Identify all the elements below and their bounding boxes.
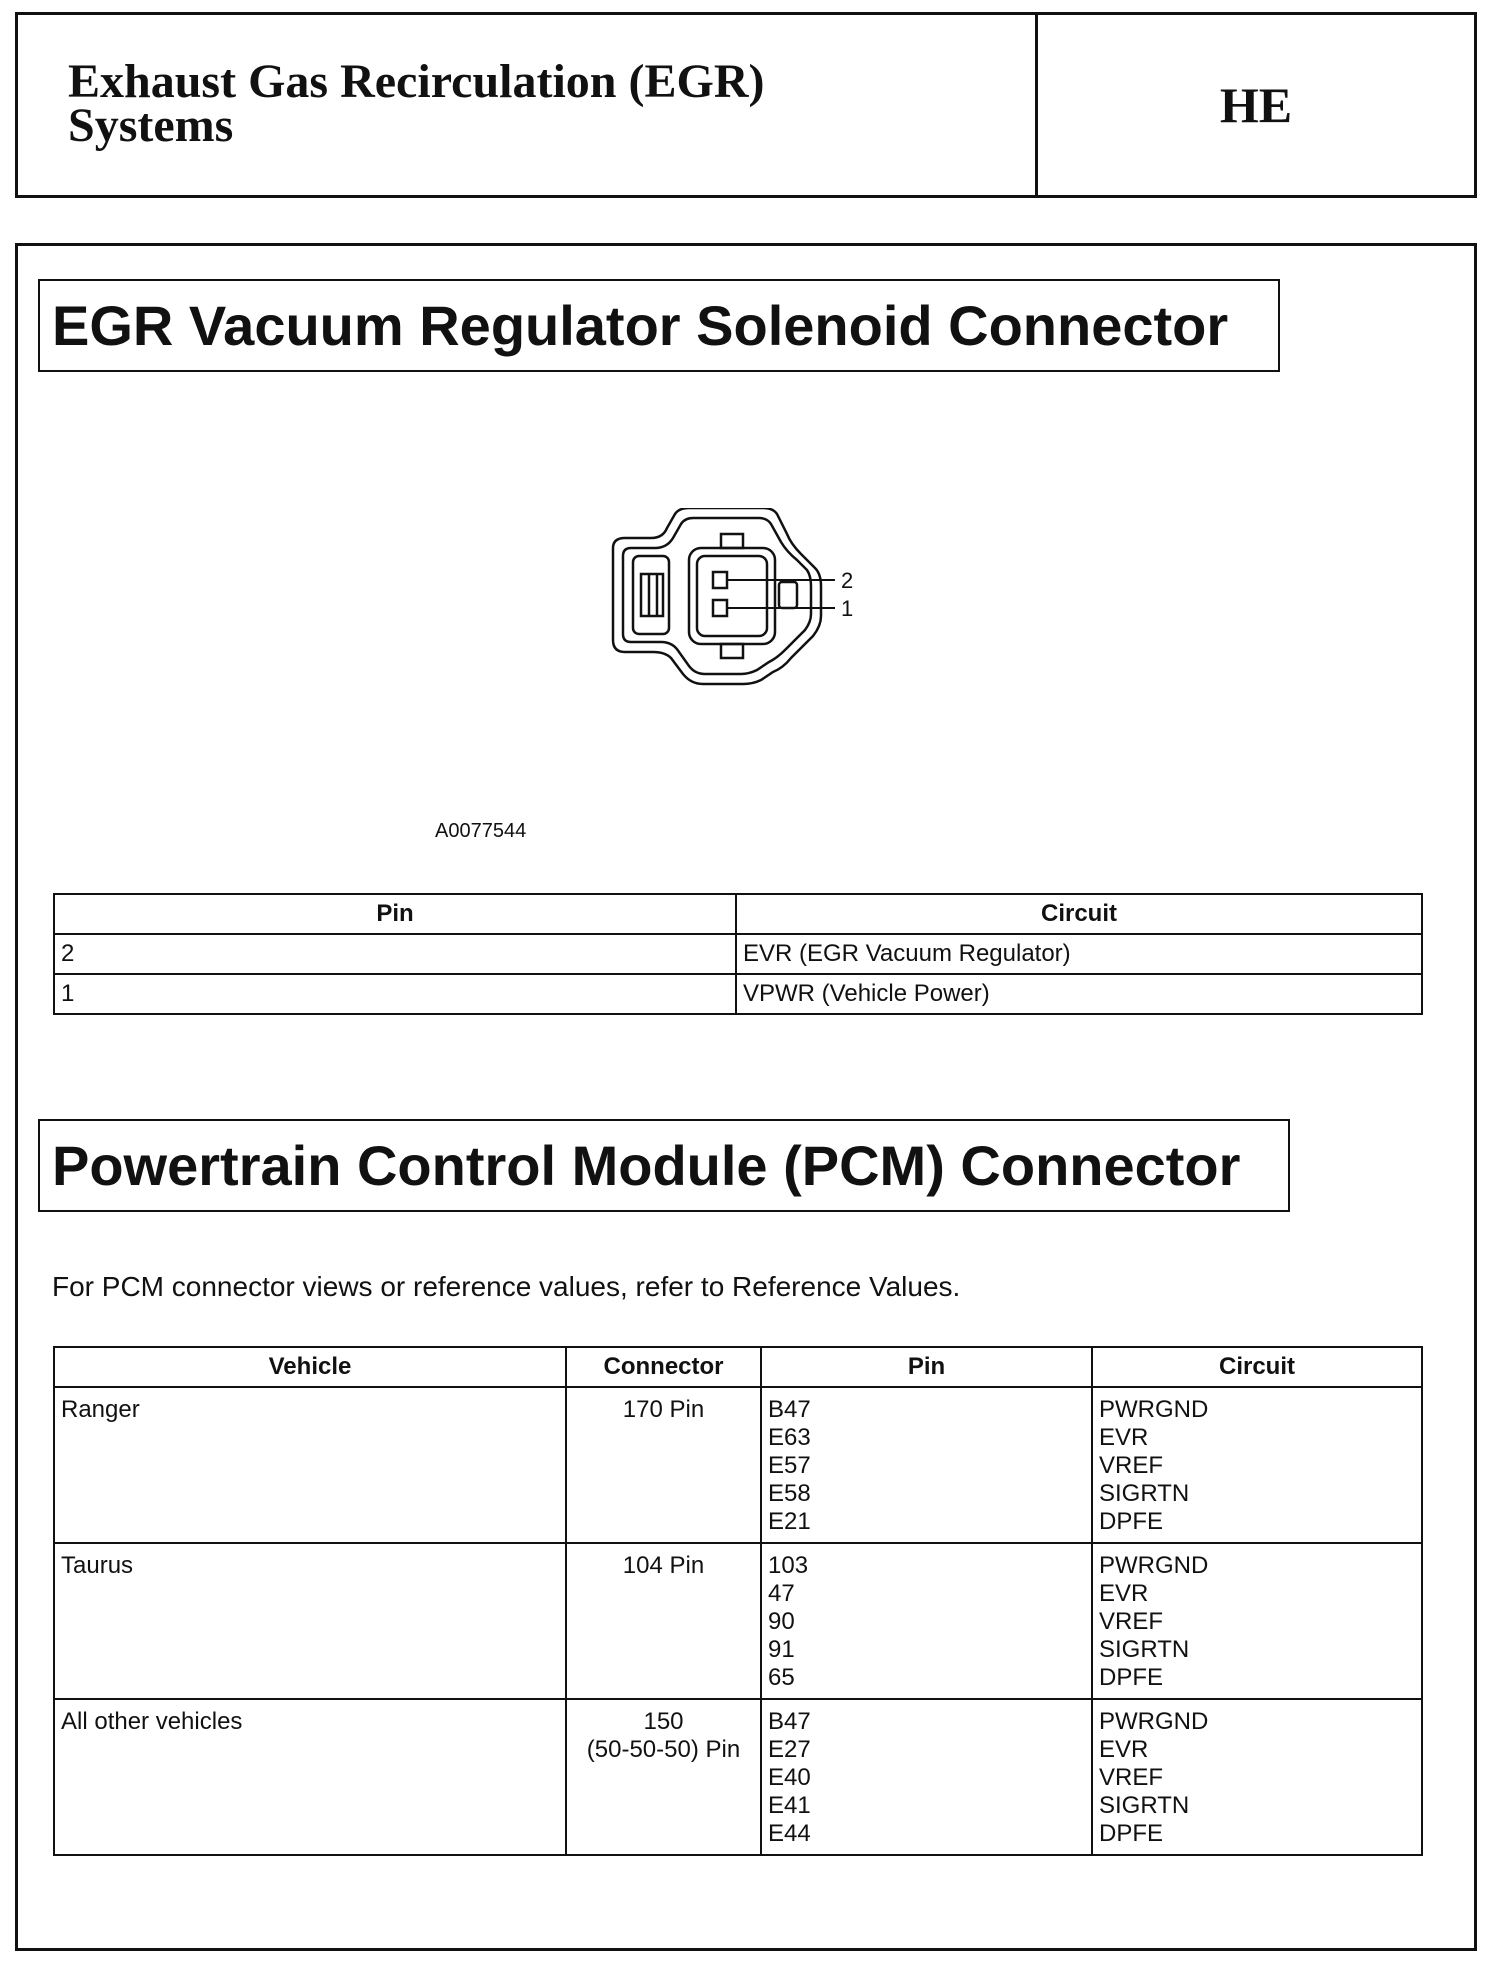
connector-cell (566, 1387, 761, 1543)
circuit-value: DPFE (1099, 1508, 1164, 1535)
connector-outline (613, 508, 821, 684)
pin-value: E63 (768, 1424, 811, 1451)
circuit-value: SIGRTN (1099, 1636, 1190, 1663)
circuit-value: VREF (1099, 1764, 1164, 1791)
page-title (18, 15, 1038, 195)
connector-cell (566, 1699, 761, 1855)
circuit-cell (1092, 1387, 1422, 1543)
pin-value: 90 (768, 1608, 795, 1635)
pin-value: 91 (768, 1636, 795, 1663)
pin-value: E41 (768, 1792, 811, 1819)
page-title-line-1: Exhaust Gas Recirculation (EGR) (68, 55, 765, 108)
pin-label-2: 2 (841, 568, 854, 593)
circuit-value: EVR (1099, 1736, 1149, 1763)
pin-value: B47 (768, 1708, 811, 1735)
pcm-connector-table (53, 1346, 1423, 1856)
pin-value: E40 (768, 1764, 811, 1791)
connector-line: 104 Pin (622, 1552, 705, 1579)
table-row (54, 934, 1422, 974)
pin-cell: 2 (54, 934, 736, 974)
circuit-value: DPFE (1099, 1820, 1164, 1847)
connector-line: (50-50-50) Pin (586, 1736, 741, 1763)
pin-value: E57 (768, 1452, 811, 1479)
pin-column-header: Pin (761, 1347, 1092, 1387)
section-code: HE (1219, 77, 1293, 133)
table-row (54, 1387, 1422, 1543)
circuit-column-header: Circuit (736, 894, 1422, 934)
pin-cell (761, 1543, 1092, 1699)
circuit-value: DPFE (1099, 1664, 1164, 1691)
circuit-cell: VPWR (Vehicle Power) (736, 974, 1422, 1014)
circuit-value: VREF (1099, 1452, 1164, 1479)
pin-value: E44 (768, 1820, 811, 1847)
circuit-cell: EVR (EGR Vacuum Regulator) (736, 934, 1422, 974)
circuit-value: PWRGND (1099, 1396, 1209, 1423)
vehicle-cell: Taurus (54, 1543, 566, 1699)
pcm-section-title: Powertrain Control Module (PCM) Connector (38, 1119, 1290, 1212)
pin-label-1: 1 (841, 596, 854, 621)
egr-pin-table (53, 893, 1423, 1015)
table-header-row (54, 1347, 1422, 1387)
circuit-value: VREF (1099, 1608, 1164, 1635)
circuit-value: PWRGND (1099, 1708, 1209, 1735)
connector-cell (566, 1543, 761, 1699)
connector-column-header: Connector (566, 1347, 761, 1387)
connector-diagram (593, 508, 893, 728)
pin-cell (761, 1387, 1092, 1543)
table-row (54, 1543, 1422, 1699)
egr-section-title: EGR Vacuum Regulator Solenoid Connector (38, 279, 1280, 372)
circuit-value: EVR (1099, 1580, 1149, 1607)
vehicle-cell: All other vehicles (54, 1699, 566, 1855)
circuit-value: EVR (1099, 1424, 1149, 1451)
table-header-row (54, 894, 1422, 934)
table-row (54, 974, 1422, 1014)
reference-note: For PCM connector views or reference values, refer to Reference Values. (52, 1271, 961, 1302)
circuit-column-header: Circuit (1092, 1347, 1422, 1387)
pcm-table-body (54, 1387, 1422, 1855)
pin-leader-lines (727, 580, 835, 608)
vehicle-column-header: Vehicle (54, 1347, 566, 1387)
circuit-cell (1092, 1543, 1422, 1699)
page-title-line-2: Systems (68, 99, 234, 152)
pin-cell: 1 (54, 974, 736, 1014)
connector-line: 150 (643, 1708, 684, 1735)
pin-value: 65 (768, 1664, 795, 1691)
figure-id: A0077544 (435, 820, 527, 842)
connector-line: 170 Pin (622, 1396, 705, 1423)
vehicle-cell: Ranger (54, 1387, 566, 1543)
content-frame (15, 243, 1477, 1951)
pin-value: E21 (768, 1508, 811, 1535)
pin-value: B47 (768, 1396, 811, 1423)
circuit-value: SIGRTN (1099, 1792, 1190, 1819)
circuit-cell (1092, 1699, 1422, 1855)
pin-value: E27 (768, 1736, 811, 1763)
circuit-value: SIGRTN (1099, 1480, 1190, 1507)
page-header (15, 12, 1477, 198)
pin-column-header: Pin (54, 894, 736, 934)
pin-cell (761, 1699, 1092, 1855)
circuit-value: PWRGND (1099, 1552, 1209, 1579)
pin-value: 47 (768, 1580, 795, 1607)
pin-value: 103 (768, 1552, 809, 1579)
table-row (54, 1699, 1422, 1855)
pin-value: E58 (768, 1480, 811, 1507)
